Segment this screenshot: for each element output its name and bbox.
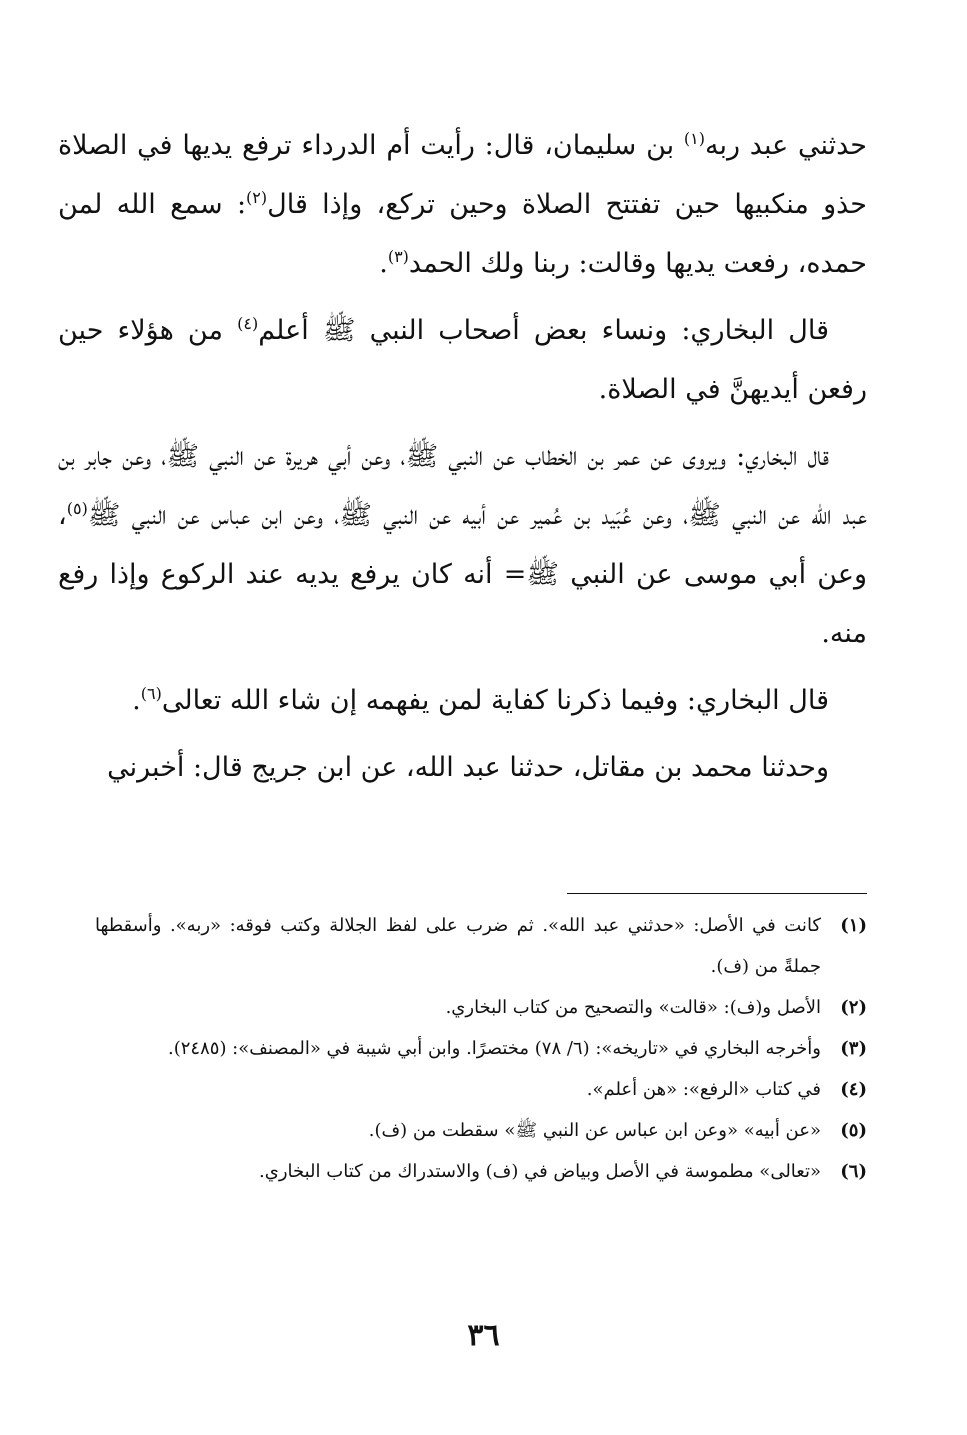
- footnote-6: [95, 1151, 867, 1192]
- page-number: ٣٦: [467, 1318, 500, 1353]
- footnote-text: كانت في الأصل: «حدثني عبد الله». ثم ضرب على لفظ الجلالة وكتب فوقه: «ربه». وأسقطها جملةً من (ف).: [95, 915, 821, 977]
- text-segment: ، وعن أبي موسى عن النبي ﷺ= أنه كان يرفع يديه عند الركوع وإذا رفع منه.: [58, 500, 867, 649]
- footnote-reference: (٢): [246, 188, 268, 207]
- footnote-text: في كتاب «الرفع»: «هن أعلم».: [586, 1079, 821, 1100]
- footnote-text: «عن أبيه» «وعن ابن عباس عن النبي ﷺ» سقطت من (ف).: [368, 1120, 821, 1141]
- footnote-reference: (٣): [387, 247, 409, 266]
- footnote-text: الأصل و(ف): «قالت» والتصحيح من كتاب البخاري.: [445, 997, 821, 1018]
- footnote-number: (٢): [840, 997, 867, 1018]
- footnote-2: [95, 987, 867, 1028]
- footnote-5: [95, 1110, 867, 1151]
- text-segment: بن سليمان، قال: رأيت أم الدرداء ترفع يديها في الصلاة حذو منكبيها حين تفتتح الصلاة وحين تركع، وإذا قال: [58, 130, 867, 220]
- footnote-reference: (٥): [66, 499, 88, 518]
- footnote-divider: [567, 893, 867, 894]
- footnote-4: [95, 1069, 867, 1110]
- footnote-3: [95, 1028, 867, 1069]
- footnote-reference: (٤): [237, 314, 259, 333]
- text-segment: .: [379, 248, 388, 279]
- paragraph-5: [58, 738, 867, 797]
- footnote-number: (٤): [840, 1079, 867, 1100]
- text-segment: حدثني عبد ربه: [704, 130, 867, 161]
- text-segment: قال البخاري: ونساء بعض أصحاب النبي ﷺ أعلم: [258, 315, 829, 346]
- paragraph-2: [58, 301, 867, 419]
- footnote-1: [95, 905, 867, 987]
- footnotes: [95, 905, 867, 1192]
- footnote-number: (١): [840, 915, 867, 936]
- footnote-text: «تعالى» مطموسة في الأصل وبياض في (ف) والاستدراك من كتاب البخاري.: [259, 1161, 821, 1182]
- text-segment: .: [132, 685, 141, 716]
- footnote-reference: (١): [683, 129, 705, 148]
- footnote-number: (٣): [840, 1038, 867, 1059]
- text-segment: : سمع الله لمن حمده، رفعت يديها وقالت: ربنا ولك الحمد: [58, 189, 867, 279]
- text-segment: من هؤلاء حين رفعن أيديهنَّ في الصلاة.: [58, 315, 867, 405]
- text-segment: قال البخاري: ويروى عن عمر بن الخطاب عن النبي ﷺ، وعن أبي هريرة عن النبي ﷺ، وعن جابر بن عبد الله عن النبي ﷺ، وعن عُبَيد بن عُمير عن أبيه عن النبي ﷺ، وعن ابن عباس عن النبي ﷺ: [58, 441, 867, 531]
- paragraph-3: [58, 427, 867, 663]
- paragraph-4: [58, 671, 867, 730]
- main-text: [58, 116, 867, 805]
- text-segment: قال البخاري: وفيما ذكرنا كفاية لمن يفهمه إن شاء الله تعالى: [161, 685, 829, 716]
- footnote-number: (٥): [840, 1120, 867, 1141]
- footnote-reference: (٦): [140, 684, 162, 703]
- text-segment: وحدثنا محمد بن مقاتل، حدثنا عبد الله، عن ابن جريج قال: أخبرني: [107, 752, 829, 783]
- footnote-text: وأخرجه البخاري في «تاريخه»: (٦/ ٧٨) مختصرًا. وابن أبي شيبة في «المصنف»: (٢٤٨٥).: [168, 1038, 821, 1059]
- footnote-number: (٦): [840, 1161, 867, 1182]
- paragraph-1: [58, 116, 867, 293]
